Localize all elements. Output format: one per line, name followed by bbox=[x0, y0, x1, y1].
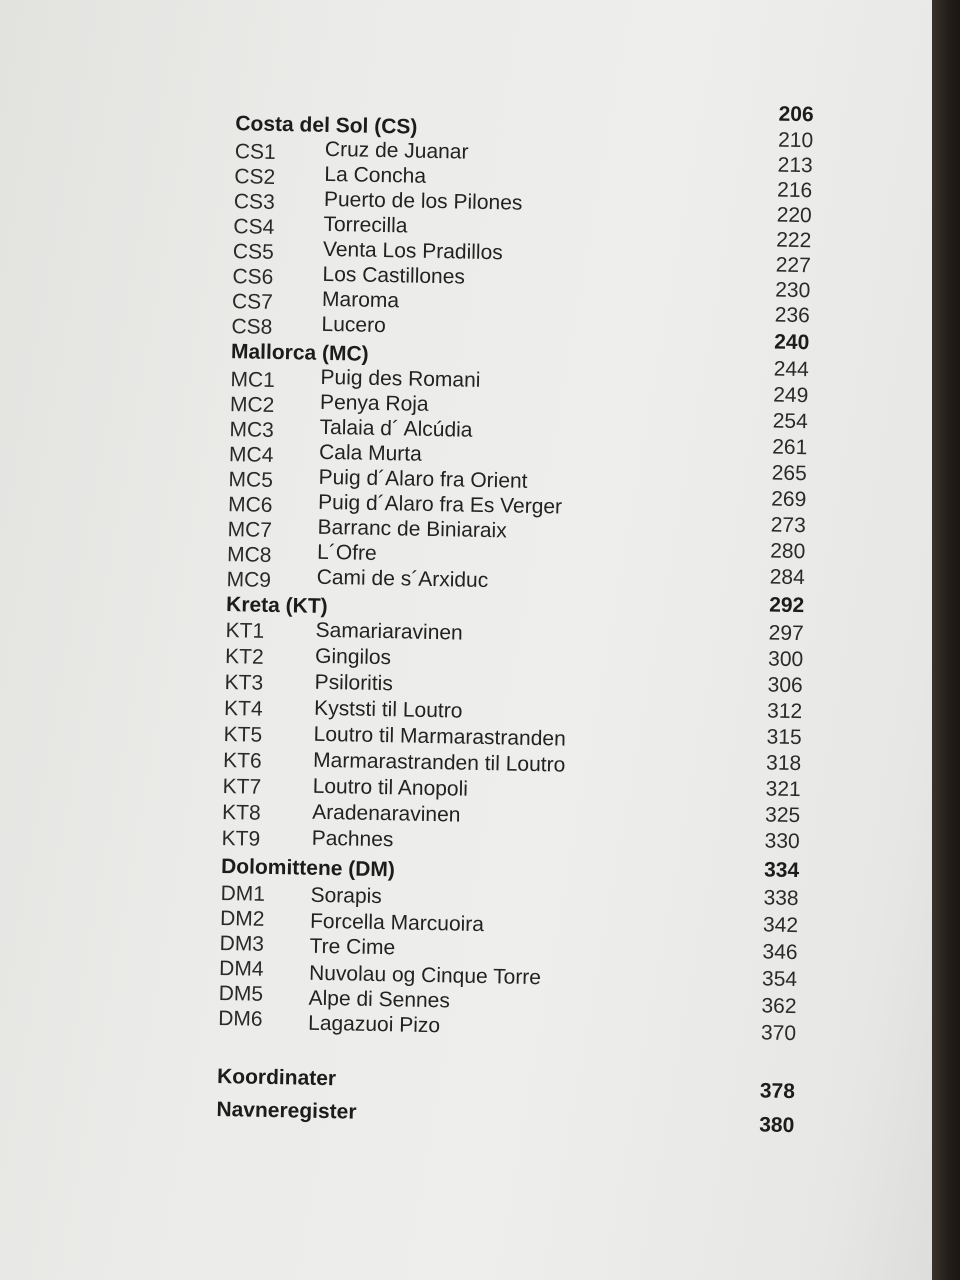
entry-code: CS2 bbox=[234, 165, 276, 189]
entry-code: MC4 bbox=[228, 443, 274, 467]
entry-title: Maroma bbox=[321, 287, 400, 313]
entry-page: 213 bbox=[777, 153, 813, 178]
entry-page: 220 bbox=[776, 203, 812, 228]
entry-page: 236 bbox=[774, 303, 811, 328]
entry-title: Gingilos bbox=[314, 644, 392, 670]
appendix-page-navneregister: 380 bbox=[759, 1113, 795, 1138]
section-heading-kreta: Kreta (KT) bbox=[225, 593, 328, 619]
entry-page: 330 bbox=[764, 829, 800, 854]
entry-page: 325 bbox=[764, 803, 801, 828]
entry-code: DM6 bbox=[217, 1006, 263, 1031]
entry-code: DM2 bbox=[219, 907, 265, 931]
section-page-kreta: 292 bbox=[768, 593, 805, 618]
entry-title: Puerto de los Pilones bbox=[323, 187, 523, 215]
entry-title: Cami de s´Arxiduc bbox=[316, 565, 489, 593]
section-page-dolomittene: 334 bbox=[763, 858, 800, 883]
entry-title: Loutro til Marmarastranden bbox=[313, 722, 566, 751]
appendix-heading-navneregister: Navneregister bbox=[216, 1097, 357, 1124]
entry-page: 306 bbox=[767, 673, 803, 698]
entry-page: 244 bbox=[773, 357, 809, 382]
entry-page: 321 bbox=[765, 777, 801, 802]
entry-code: MC2 bbox=[229, 393, 275, 417]
appendix-heading-koordinater: Koordinater bbox=[216, 1064, 337, 1091]
entry-code: CS6 bbox=[232, 265, 274, 289]
entry-code: KT1 bbox=[225, 619, 265, 643]
entry-code: DM3 bbox=[219, 931, 265, 956]
entry-title: Lucero bbox=[321, 312, 386, 338]
entry-title: Venta Los Pradillos bbox=[322, 237, 503, 265]
entry-page: 370 bbox=[760, 1021, 797, 1046]
entry-title: Samariaravinen bbox=[315, 618, 463, 645]
entry-title: Psiloritis bbox=[314, 670, 394, 696]
entry-title: Puig d´Alaro fra Es Verger bbox=[317, 490, 563, 519]
book-spine-shadow bbox=[932, 0, 960, 1280]
entry-code: KT3 bbox=[224, 671, 264, 695]
entry-title: Cruz de Juanar bbox=[324, 137, 469, 164]
entry-title: Penya Roja bbox=[319, 390, 429, 416]
entry-title: Puig des Romani bbox=[320, 365, 481, 392]
entry-code: MC9 bbox=[226, 568, 272, 592]
entry-title: Torrecilla bbox=[323, 212, 408, 238]
entry-title: Puig d´Alaro fra Orient bbox=[318, 465, 528, 493]
entry-page: 222 bbox=[775, 228, 812, 253]
table-of-contents bbox=[207, 92, 828, 1183]
entry-page: 315 bbox=[766, 725, 802, 750]
entry-page: 318 bbox=[765, 751, 802, 776]
entry-code: MC8 bbox=[226, 543, 272, 567]
entry-page: 269 bbox=[771, 487, 807, 512]
entry-code: KT6 bbox=[222, 749, 262, 773]
entry-title: Marmarastranden til Loutro bbox=[312, 748, 566, 777]
entry-title: Loutro til Anopoli bbox=[312, 774, 469, 801]
entry-code: MC5 bbox=[228, 468, 274, 492]
section-heading-mallorca: Mallorca (MC) bbox=[230, 340, 369, 366]
appendix-page-koordinater: 378 bbox=[759, 1079, 796, 1104]
entry-title: Kyststi til Loutro bbox=[313, 696, 463, 723]
entry-title: L´Ofre bbox=[316, 540, 377, 565]
entry-title: Forcella Marcuoira bbox=[309, 909, 485, 937]
entry-code: KT2 bbox=[224, 645, 264, 669]
entry-page: 249 bbox=[773, 383, 809, 408]
entry-title: Nuvolau og Cinque Torre bbox=[308, 961, 542, 990]
entry-page: 280 bbox=[770, 539, 806, 564]
entry-code: CS1 bbox=[234, 140, 276, 164]
entry-code: CS7 bbox=[231, 290, 274, 314]
entry-page: 300 bbox=[767, 647, 804, 672]
entry-title: Lagazuoi Pizo bbox=[307, 1011, 441, 1038]
entry-code: CS4 bbox=[233, 215, 275, 239]
section-page-mallorca: 240 bbox=[774, 330, 810, 355]
entry-title: Talaia d´ Alcúdia bbox=[319, 415, 473, 442]
entry-title: Tre Cime bbox=[309, 934, 396, 960]
section-heading-costa-del-sol: Costa del Sol (CS) bbox=[235, 112, 418, 139]
entry-page: 273 bbox=[770, 513, 807, 538]
entry-page: 338 bbox=[763, 886, 799, 911]
entry-code: KT5 bbox=[223, 723, 263, 747]
entry-page: 216 bbox=[776, 178, 813, 203]
entry-page: 342 bbox=[762, 913, 799, 938]
entry-page: 297 bbox=[768, 621, 804, 646]
entry-page: 362 bbox=[761, 994, 797, 1019]
entry-page: 284 bbox=[769, 565, 806, 590]
entry-code: DM1 bbox=[220, 882, 266, 906]
entry-code: KT8 bbox=[221, 801, 261, 825]
entry-title: Aradenaravinen bbox=[311, 800, 461, 827]
entry-page: 354 bbox=[761, 967, 798, 992]
entry-title: Sorapis bbox=[310, 883, 383, 909]
entry-page: 261 bbox=[772, 435, 808, 460]
entry-page: 210 bbox=[777, 128, 814, 153]
entry-code: CS8 bbox=[231, 315, 273, 339]
entry-page: 346 bbox=[762, 940, 798, 965]
section-heading-dolomittene: Dolomittene (DM) bbox=[220, 855, 396, 882]
entry-title: La Concha bbox=[324, 162, 427, 188]
entry-title: Los Castillones bbox=[322, 262, 466, 289]
entry-page: 254 bbox=[772, 409, 808, 434]
section-page-costa-del-sol: 206 bbox=[778, 102, 814, 127]
entry-title: Cala Murta bbox=[318, 440, 423, 466]
entry-code: MC1 bbox=[230, 368, 276, 392]
entry-code: CS3 bbox=[233, 190, 275, 214]
entry-title: Barranc de Biniaraix bbox=[317, 515, 507, 543]
entry-page: 265 bbox=[771, 461, 808, 486]
entry-code: KT4 bbox=[223, 697, 263, 721]
entry-code: MC3 bbox=[229, 418, 275, 442]
entry-title: Pachnes bbox=[311, 826, 394, 852]
entry-page: 312 bbox=[766, 699, 803, 724]
entry-code: MC7 bbox=[227, 518, 273, 542]
entry-code: DM5 bbox=[218, 981, 264, 1006]
entry-page: 230 bbox=[775, 278, 811, 303]
entry-code: MC6 bbox=[227, 493, 273, 517]
entry-code: DM4 bbox=[218, 956, 264, 981]
entry-code: KT7 bbox=[222, 775, 262, 799]
entry-code: CS5 bbox=[232, 240, 275, 264]
entry-code: KT9 bbox=[221, 827, 261, 851]
entry-title: Alpe di Sennes bbox=[308, 986, 451, 1013]
entry-page: 227 bbox=[775, 253, 811, 278]
